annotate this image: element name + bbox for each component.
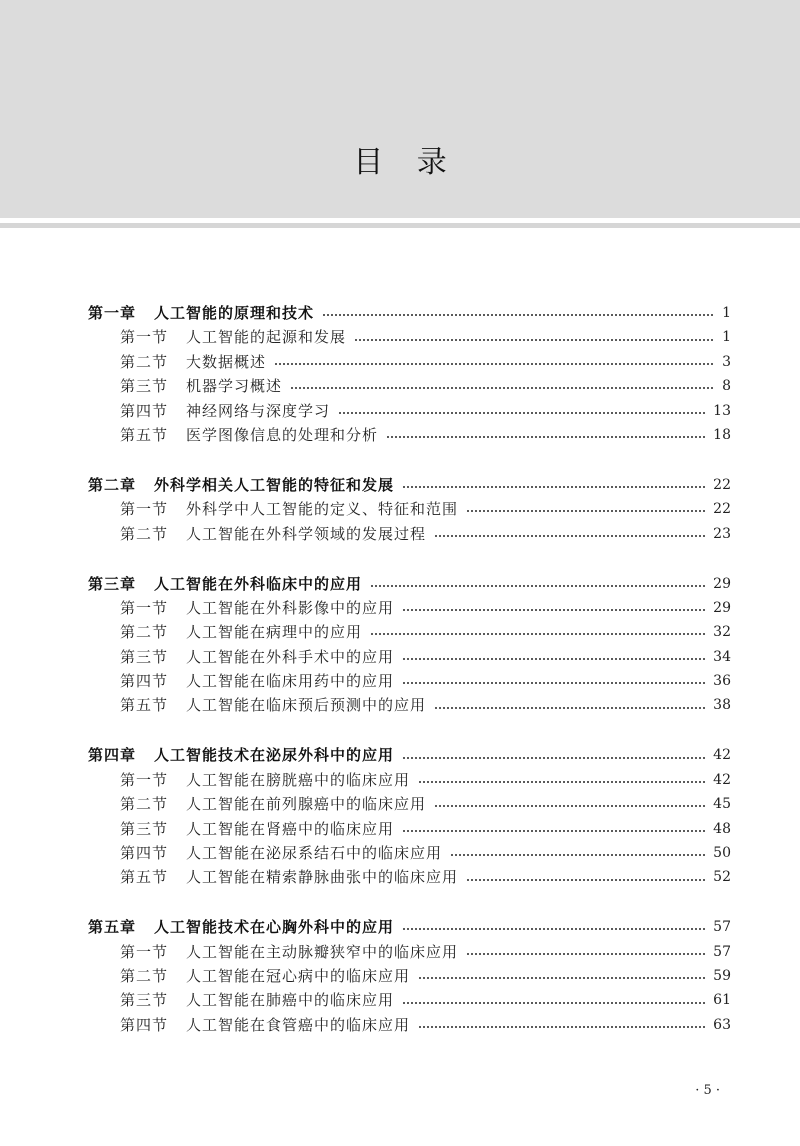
page-number: 38 bbox=[713, 697, 731, 714]
dot-leader bbox=[402, 485, 707, 489]
dot-leader bbox=[274, 362, 715, 366]
page-number: 18 bbox=[713, 426, 731, 443]
section-number: 第二节 bbox=[120, 352, 169, 371]
toc-list bbox=[88, 301, 731, 1037]
toc-section-row bbox=[88, 350, 731, 374]
dot-leader bbox=[434, 804, 707, 808]
section-number: 第三节 bbox=[120, 991, 169, 1010]
dot-leader bbox=[402, 756, 707, 760]
section-title: 人工智能的起源和发展 bbox=[186, 328, 347, 347]
section-title: 人工智能在膀胱癌中的临床应用 bbox=[186, 770, 411, 789]
section-title: 人工智能在冠心病中的临床应用 bbox=[186, 966, 411, 985]
toc-section-row bbox=[88, 522, 731, 546]
dot-leader bbox=[466, 878, 707, 882]
chapter-title: 人工智能的原理和技术 bbox=[154, 304, 315, 322]
dot-leader bbox=[402, 1001, 707, 1005]
chapter-number: 第一章 bbox=[88, 304, 137, 322]
section-title: 人工智能在肾癌中的临床应用 bbox=[186, 819, 395, 838]
header-rule bbox=[0, 223, 800, 228]
toc-section-row bbox=[88, 645, 731, 669]
toc-section-row bbox=[88, 964, 731, 988]
toc-section-row bbox=[88, 988, 731, 1012]
page-number: 23 bbox=[713, 525, 731, 542]
dot-leader bbox=[386, 435, 707, 439]
toc-chapter-group bbox=[88, 301, 731, 447]
chapter-title: 外科学相关人工智能的特征和发展 bbox=[154, 475, 395, 494]
section-number: 第一节 bbox=[120, 942, 169, 961]
section-number: 第四节 bbox=[120, 1015, 169, 1034]
page-number: 57 bbox=[713, 943, 731, 960]
toc-section-row bbox=[88, 940, 731, 964]
page-number: 52 bbox=[713, 869, 731, 886]
toc-section-row bbox=[88, 325, 731, 349]
page-number: 34 bbox=[713, 648, 731, 665]
toc-section-row bbox=[88, 596, 731, 620]
section-title: 人工智能在病理中的应用 bbox=[186, 623, 363, 642]
page-number: 32 bbox=[713, 624, 731, 641]
section-title: 神经网络与深度学习 bbox=[186, 401, 331, 420]
section-number: 第一节 bbox=[120, 770, 169, 789]
toc-chapter-group bbox=[88, 473, 731, 546]
dot-leader bbox=[402, 681, 707, 685]
toc-section-row bbox=[88, 768, 731, 792]
section-title: 人工智能在外科影像中的应用 bbox=[186, 598, 395, 617]
section-title: 机器学习概述 bbox=[186, 377, 283, 396]
page-number: 63 bbox=[713, 1016, 731, 1033]
section-title: 人工智能在食管癌中的临床应用 bbox=[186, 1015, 411, 1034]
chapter-number: 第二章 bbox=[88, 475, 137, 494]
page-number: 1 bbox=[722, 305, 731, 321]
section-title: 外科学中人工智能的定义、特征和范围 bbox=[186, 500, 459, 519]
toc-section-row bbox=[88, 1013, 731, 1037]
section-number: 第四节 bbox=[120, 672, 169, 691]
section-number: 第五节 bbox=[120, 425, 169, 444]
page-number: 61 bbox=[713, 992, 731, 1009]
section-title: 医学图像信息的处理和分析 bbox=[186, 425, 379, 444]
dot-leader bbox=[402, 608, 707, 612]
dot-leader bbox=[466, 509, 707, 513]
toc-section-row bbox=[88, 399, 731, 423]
section-number: 第四节 bbox=[120, 843, 169, 862]
toc-chapter-row bbox=[88, 473, 731, 497]
dot-leader bbox=[338, 411, 707, 415]
dot-leader bbox=[434, 534, 707, 538]
dot-leader bbox=[418, 976, 707, 980]
page-number: 13 bbox=[713, 402, 731, 419]
toc-chapter-row bbox=[88, 572, 731, 596]
section-number: 第二节 bbox=[120, 966, 169, 985]
page-number: 59 bbox=[713, 967, 731, 984]
section-number: 第三节 bbox=[120, 377, 169, 396]
page-number: 36 bbox=[713, 673, 731, 690]
page-number: 1 bbox=[722, 329, 731, 346]
section-number: 第五节 bbox=[120, 868, 169, 887]
dot-leader bbox=[370, 584, 707, 588]
toc-chapter-group bbox=[88, 743, 731, 889]
dot-leader bbox=[354, 338, 715, 342]
chapter-number: 第三章 bbox=[88, 574, 137, 593]
chapter-number: 第四章 bbox=[88, 746, 137, 765]
section-title: 人工智能在外科学领域的发展过程 bbox=[186, 524, 427, 543]
toc-section-row bbox=[88, 374, 731, 398]
page-number: 42 bbox=[713, 747, 731, 764]
dot-leader bbox=[466, 952, 707, 956]
section-number: 第一节 bbox=[120, 598, 169, 617]
toc-chapter-group bbox=[88, 572, 731, 718]
page-number: 42 bbox=[713, 771, 731, 788]
toc-section-row bbox=[88, 620, 731, 644]
dot-leader bbox=[402, 829, 707, 833]
section-number: 第三节 bbox=[120, 647, 169, 666]
toc-section-row bbox=[88, 792, 731, 816]
section-title: 人工智能在肺癌中的临床应用 bbox=[186, 991, 395, 1010]
toc-section-row bbox=[88, 841, 731, 865]
section-number: 第二节 bbox=[120, 795, 169, 814]
section-number: 第二节 bbox=[120, 524, 169, 543]
dot-leader bbox=[450, 853, 707, 857]
section-number: 第一节 bbox=[120, 328, 169, 347]
dot-leader bbox=[402, 927, 707, 931]
section-number: 第五节 bbox=[120, 696, 169, 715]
chapter-title: 人工智能技术在泌尿外科中的应用 bbox=[154, 746, 395, 765]
dot-leader bbox=[402, 657, 707, 661]
section-title: 人工智能在泌尿系结石中的临床应用 bbox=[186, 843, 443, 862]
page-number: 22 bbox=[713, 476, 731, 493]
dot-leader bbox=[290, 386, 715, 390]
section-title: 人工智能在主动脉瓣狭窄中的临床应用 bbox=[186, 942, 459, 961]
section-title: 人工智能在外科手术中的应用 bbox=[186, 647, 395, 666]
page-number: 50 bbox=[713, 844, 731, 861]
page-number: 29 bbox=[713, 599, 731, 616]
section-title: 人工智能在精索静脉曲张中的临床应用 bbox=[186, 868, 459, 887]
toc-section-row bbox=[88, 497, 731, 521]
page-number: 22 bbox=[713, 501, 731, 518]
section-number: 第四节 bbox=[120, 401, 169, 420]
page-title: 目 录 bbox=[353, 145, 447, 180]
dot-leader bbox=[322, 313, 715, 317]
chapter-title: 人工智能在外科临床中的应用 bbox=[154, 574, 363, 593]
toc-section-row bbox=[88, 423, 731, 447]
toc-section-row bbox=[88, 693, 731, 717]
page-number: 3 bbox=[722, 353, 731, 370]
dot-leader bbox=[434, 706, 707, 710]
page-number: 48 bbox=[713, 820, 731, 837]
toc-chapter-row bbox=[88, 915, 731, 939]
page-number: 45 bbox=[713, 796, 731, 813]
toc-chapter-group bbox=[88, 915, 731, 1037]
toc-chapter-row bbox=[88, 743, 731, 767]
section-title: 大数据概述 bbox=[186, 352, 267, 371]
toc-section-row bbox=[88, 865, 731, 889]
toc-chapter-row bbox=[88, 301, 731, 325]
toc-section-row bbox=[88, 817, 731, 841]
section-title: 人工智能在前列腺癌中的临床应用 bbox=[186, 795, 427, 814]
dot-leader bbox=[418, 780, 707, 784]
dot-leader bbox=[370, 632, 707, 636]
section-number: 第三节 bbox=[120, 819, 169, 838]
chapter-number: 第五章 bbox=[88, 918, 137, 937]
chapter-title: 人工智能技术在心胸外科中的应用 bbox=[154, 918, 395, 937]
dot-leader bbox=[418, 1025, 707, 1029]
section-number: 第一节 bbox=[120, 500, 169, 519]
page-number: 57 bbox=[713, 919, 731, 936]
section-number: 第二节 bbox=[120, 623, 169, 642]
toc-section-row bbox=[88, 669, 731, 693]
page-number: 8 bbox=[722, 378, 731, 395]
page-number-footer: · 5 · bbox=[695, 1083, 720, 1098]
section-title: 人工智能在临床预后预测中的应用 bbox=[186, 696, 427, 715]
section-title: 人工智能在临床用药中的应用 bbox=[186, 672, 395, 691]
page-number: 29 bbox=[713, 575, 731, 592]
